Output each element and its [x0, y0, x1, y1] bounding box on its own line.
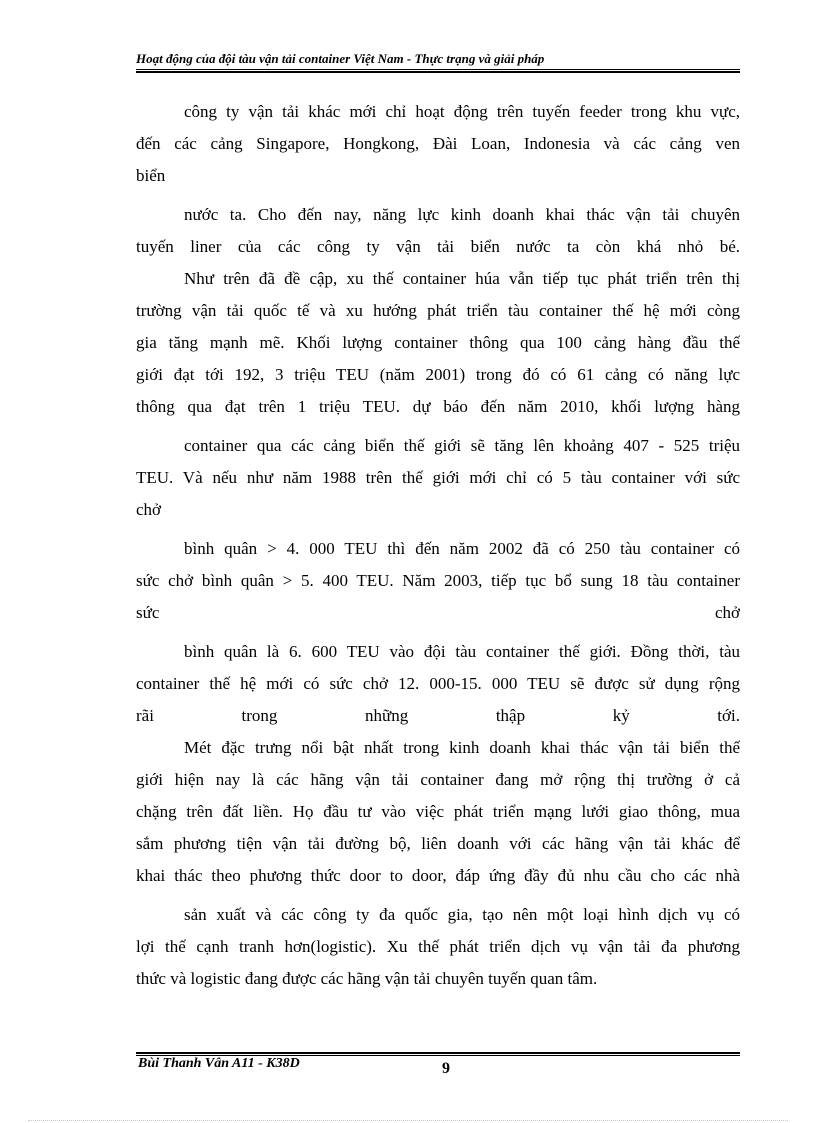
header-rule-thin [136, 69, 740, 70]
paragraph-2 [136, 199, 740, 423]
text-line: đến các cảng Singapore, Hongkong, Đài Loan, Indonesia và các cảng ven [136, 134, 740, 153]
text-line: trường vận tải quốc tế và xu hướng phát triển tàu container thế hệ mới còng [136, 301, 740, 320]
footer-author: Bùi Thanh Vân A11 - K38D [138, 1056, 300, 1071]
text-line: TEU. Và nếu như năm 1988 trên thế giới mới chỉ có 5 tàu container với sức [136, 468, 740, 487]
text-line: rãi trong những thập kỷ tới. [136, 706, 740, 725]
paragraph-5 [136, 636, 740, 892]
page-number: 9 [442, 1060, 450, 1077]
text-line: Mét đặc trưng nổi bật nhất trong kinh doanh khai thác vận tải biển thế [184, 738, 740, 757]
text-line: sức chở [136, 603, 740, 622]
paragraph-6 [136, 899, 740, 995]
text-line: sắm phương tiện vận tải đường bộ, liên doanh với các hãng vận tải khác để [136, 834, 740, 853]
page-body [136, 96, 740, 995]
text-line: container qua các cảng biển thế giới sẽ tăng lên khoảng 407 - 525 triệu [184, 436, 740, 455]
footer-dotted-line [28, 1120, 788, 1121]
text-line: lợi thế cạnh tranh hơn(logistic). Xu thế phát triển dịch vụ vận tải đa phương [136, 937, 740, 956]
text-line: thông qua đạt trên 1 triệu TEU. dự báo đến năm 2010, khối lượng hàng [136, 397, 740, 416]
paragraph-3 [136, 430, 740, 526]
text-line: giới hiện nay là các hãng vận tải container đang mở rộng thị trường ở cả [136, 770, 740, 789]
text-line: công ty vận tải khác mới chỉ hoạt động trên tuyến feeder trong khu vực, [184, 102, 740, 121]
header-rule-thick [136, 71, 740, 73]
text-line: chở [136, 500, 162, 519]
paragraph-1 [136, 96, 740, 192]
paragraph-4 [136, 533, 740, 629]
running-header: Hoạt động của đội tàu vận tải container Việt Nam - Thực trạng và giải pháp [136, 51, 545, 66]
text-line: chặng trên đất liền. Họ đầu tư vào việc phát triển mạng lưới giao thông, mua [136, 802, 740, 821]
text-line: bình quân là 6. 600 TEU vào đội tàu container thế giới. Đồng thời, tàu [184, 642, 740, 661]
text-line: Như trên đã đề cập, xu thế container húa vẫn tiếp tục phát triển trên thị [184, 269, 740, 288]
text-line: gia tăng mạnh mẽ. Khối lượng container thông qua 100 cảng hàng đầu thế [136, 333, 740, 352]
text-line: thức và logistic đang được các hãng vận tải chuyên tuyến quan tâm. [136, 969, 598, 988]
text-line: khai thác theo phương thức door to door, đáp ứng đầy đủ nhu cầu cho các nhà [136, 866, 740, 885]
text-line: biển [136, 166, 166, 185]
text-line: nước ta. Cho đến nay, năng lực kinh doanh khai thác vận tải chuyên [184, 205, 740, 224]
text-line: sản xuất và các công ty đa quốc gia, tạo nên một loại hình dịch vụ có [184, 905, 740, 924]
text-line: sức chở bình quân > 5. 400 TEU. Năm 2003, tiếp tục bổ sung 18 tàu container [136, 571, 740, 590]
text-line: tuyến liner của các công ty vận tải biển nước ta còn khá nhỏ bé. [136, 237, 740, 256]
text-line: container thế hệ mới có sức chở 12. 000-15. 000 TEU sẽ được sử dụng rộng [136, 674, 740, 693]
footer-rule-thick [136, 1052, 740, 1054]
text-line: bình quân > 4. 000 TEU thì đến năm 2002 đã có 250 tàu container có [184, 539, 740, 558]
text-line: giới đạt tới 192, 3 triệu TEU (năm 2001) trong đó có 61 cảng có năng lực [136, 365, 740, 384]
